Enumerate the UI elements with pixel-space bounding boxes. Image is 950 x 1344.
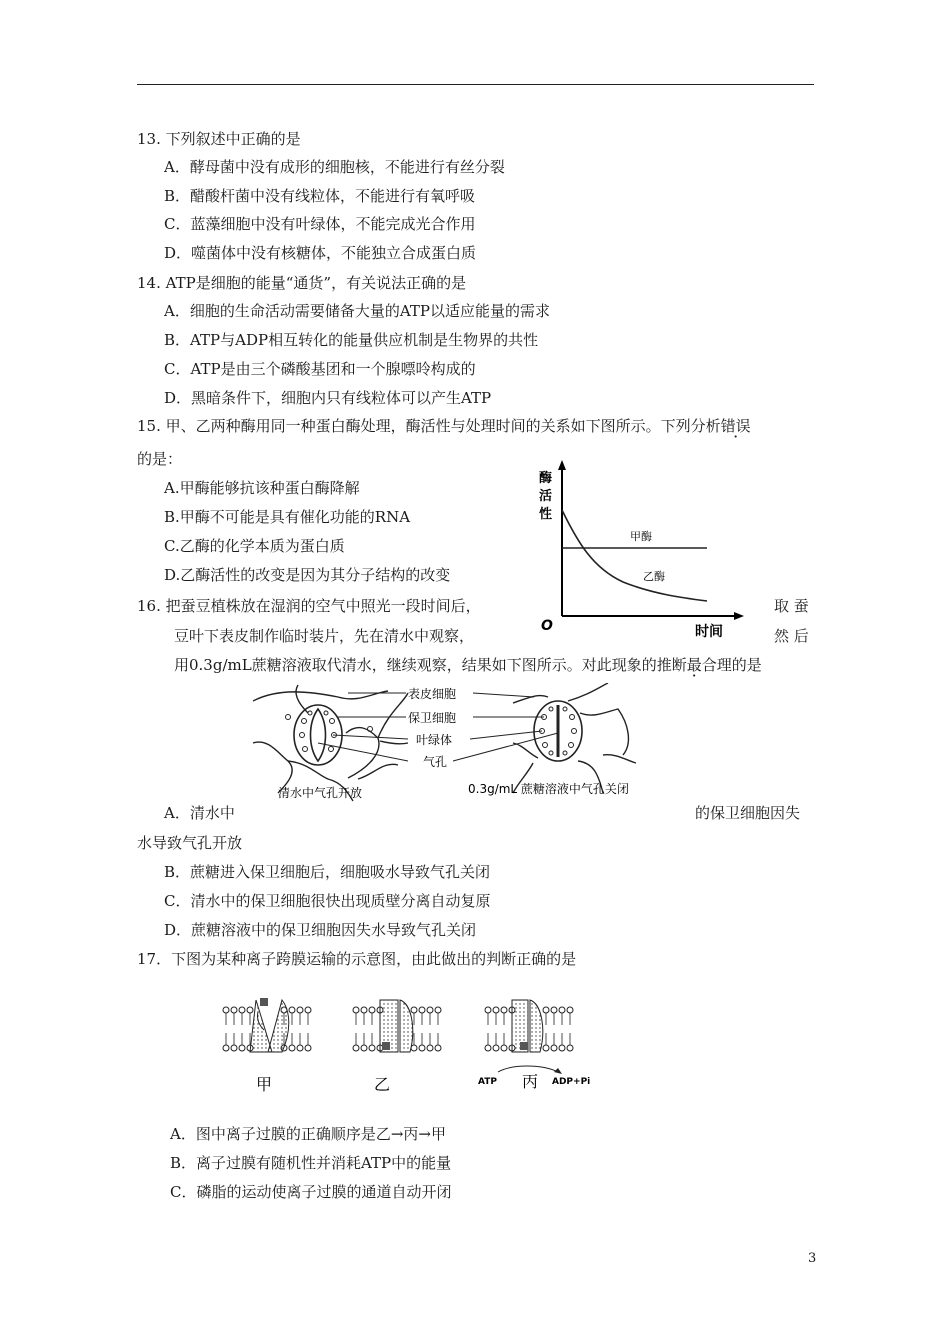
q13-option-b: B．醋酸杆菌中没有线粒体，不能进行有氧呼吸	[164, 187, 476, 205]
q15-stem	[137, 416, 751, 436]
header-rule	[137, 84, 814, 85]
label-epidermis: 表皮细胞	[408, 687, 457, 701]
q16-option-a-right: 的保卫细胞因失	[695, 804, 801, 822]
ion-transport-figure	[220, 990, 600, 1100]
y-axis-arrow	[558, 460, 566, 470]
series-yi-label: 乙酶	[643, 570, 665, 583]
q16-line1: 16. 把蚕豆植株放在湿润的空气中照光一段时间后，	[137, 597, 481, 615]
label-stoma: 气孔	[423, 755, 448, 769]
q13-option-d: D．噬菌体中没有核糖体，不能独立合成蛋白质	[164, 244, 477, 262]
q16-line2: 豆叶下表皮制作临时装片，先在清水中观察，	[174, 627, 475, 645]
q15-option-d: D.乙酶活性的改变是因为其分子结构的改变	[164, 566, 451, 584]
y-axis-label-1: 酶	[539, 471, 553, 486]
x-axis-label: 时间	[695, 624, 723, 640]
q13-option-a: A．酵母菌中没有成形的细胞核，不能进行有丝分裂	[164, 158, 505, 176]
series-jia-label: 甲酶	[630, 530, 652, 543]
label-leaders	[318, 693, 558, 761]
right-epidermis	[513, 683, 636, 793]
q16-line3-main: 用0.3g/mL蔗糖溶液取代清水，继续观察，结果如下图所示。对此现象的推断	[174, 656, 687, 674]
q15-stem-end: 的是：	[137, 450, 183, 468]
q15-stem-main: 15. 甲、乙两种酶用同一种蛋白酶处理，酶活性与处理时间的关系如下图所示。下列分析	[137, 417, 721, 435]
label-guard-cell: 保卫细胞	[408, 711, 457, 725]
q16-line1-right: 取 蚕	[774, 597, 809, 615]
q14-option-b: B．ATP与ADP相互转化的能量供应机制是生物界的共性	[164, 331, 539, 349]
y-axis-label-3: 性	[539, 507, 553, 522]
q17-option-c: C．磷脂的运动使离子过膜的通道自动开闭	[170, 1183, 452, 1201]
y-axis-label-2: 活	[539, 489, 553, 504]
q15-option-c: C.乙酶的化学本质为蛋白质	[164, 537, 345, 555]
caption-left: 清水中气孔开放	[278, 786, 363, 800]
origin-label: O	[541, 618, 553, 634]
q16-line2-right: 然 后	[774, 627, 809, 645]
q14-stem: 14. ATP是细胞的能量“通货”，有关说法正确的是	[137, 274, 467, 292]
q13-option-c: C．蓝藻细胞中没有叶绿体，不能完成光合作用	[164, 215, 476, 233]
q17-option-b: B．离子过膜有随机性并消耗ATP中的能量	[170, 1154, 452, 1172]
q16-option-a-cont: 水导致气孔开放	[137, 834, 243, 852]
label-atp: ATP	[478, 1077, 498, 1087]
left-epidermis	[253, 685, 408, 801]
enzyme-activity-chart	[533, 458, 753, 643]
q16-option-b: B．蔗糖进入保卫细胞后，细胞吸水导致气孔关闭	[164, 863, 491, 881]
panel-yi	[353, 1000, 441, 1094]
x-axis-arrow	[734, 612, 744, 620]
left-stoma-open	[311, 709, 326, 761]
q16-option-a-left: A．清水中	[164, 804, 235, 822]
series-yi-curve	[562, 510, 707, 601]
q16-option-d: D．蔗糖溶液中的保卫细胞因失水导致气孔关闭	[164, 921, 477, 939]
q14-option-a: A．细胞的生命活动需要储备大量的ATP以适应能量的需求	[164, 302, 550, 320]
q16-option-c: C．清水中的保卫细胞很快出现质壁分离自动复原	[164, 892, 491, 910]
q14-option-d: D．黑暗条件下，细胞内只有线粒体可以产生ATP	[164, 389, 492, 407]
label-adp: ADP+Pi	[552, 1077, 591, 1087]
label-bing: 丙	[522, 1072, 539, 1091]
q13-stem: 13. 下列叙述中正确的是	[137, 130, 301, 148]
label-yi: 乙	[374, 1075, 391, 1094]
q17-option-a: A．图中离子过膜的正确顺序是乙→丙→甲	[170, 1125, 446, 1143]
caption-right: 0.3g/mL 蔗糖溶液中气孔关闭	[468, 782, 629, 796]
q16-line3	[174, 655, 762, 675]
label-chloroplast: 叶绿体	[416, 733, 453, 747]
stomata-figure	[248, 683, 688, 803]
panel-jia	[223, 998, 311, 1094]
q17-stem: 17．下图为某种离子跨膜运输的示意图，由此做出的判断正确的是	[137, 950, 577, 968]
q15-option-b: B.甲酶不可能是具有催化功能的RNA	[164, 508, 411, 526]
q15-stem-emphasis: 错误	[720, 417, 751, 435]
page-number: 3	[808, 1251, 817, 1266]
q14-option-c: C．ATP是由三个磷酸基团和一个腺嘌呤构成的	[164, 360, 476, 378]
label-jia: 甲	[256, 1075, 273, 1094]
q16-line3-end: 合理的是	[701, 656, 762, 674]
q16-line3-emphasis: 最	[686, 656, 702, 674]
q15-option-a: A.甲酶能够抗该种蛋白酶降解	[164, 479, 360, 497]
